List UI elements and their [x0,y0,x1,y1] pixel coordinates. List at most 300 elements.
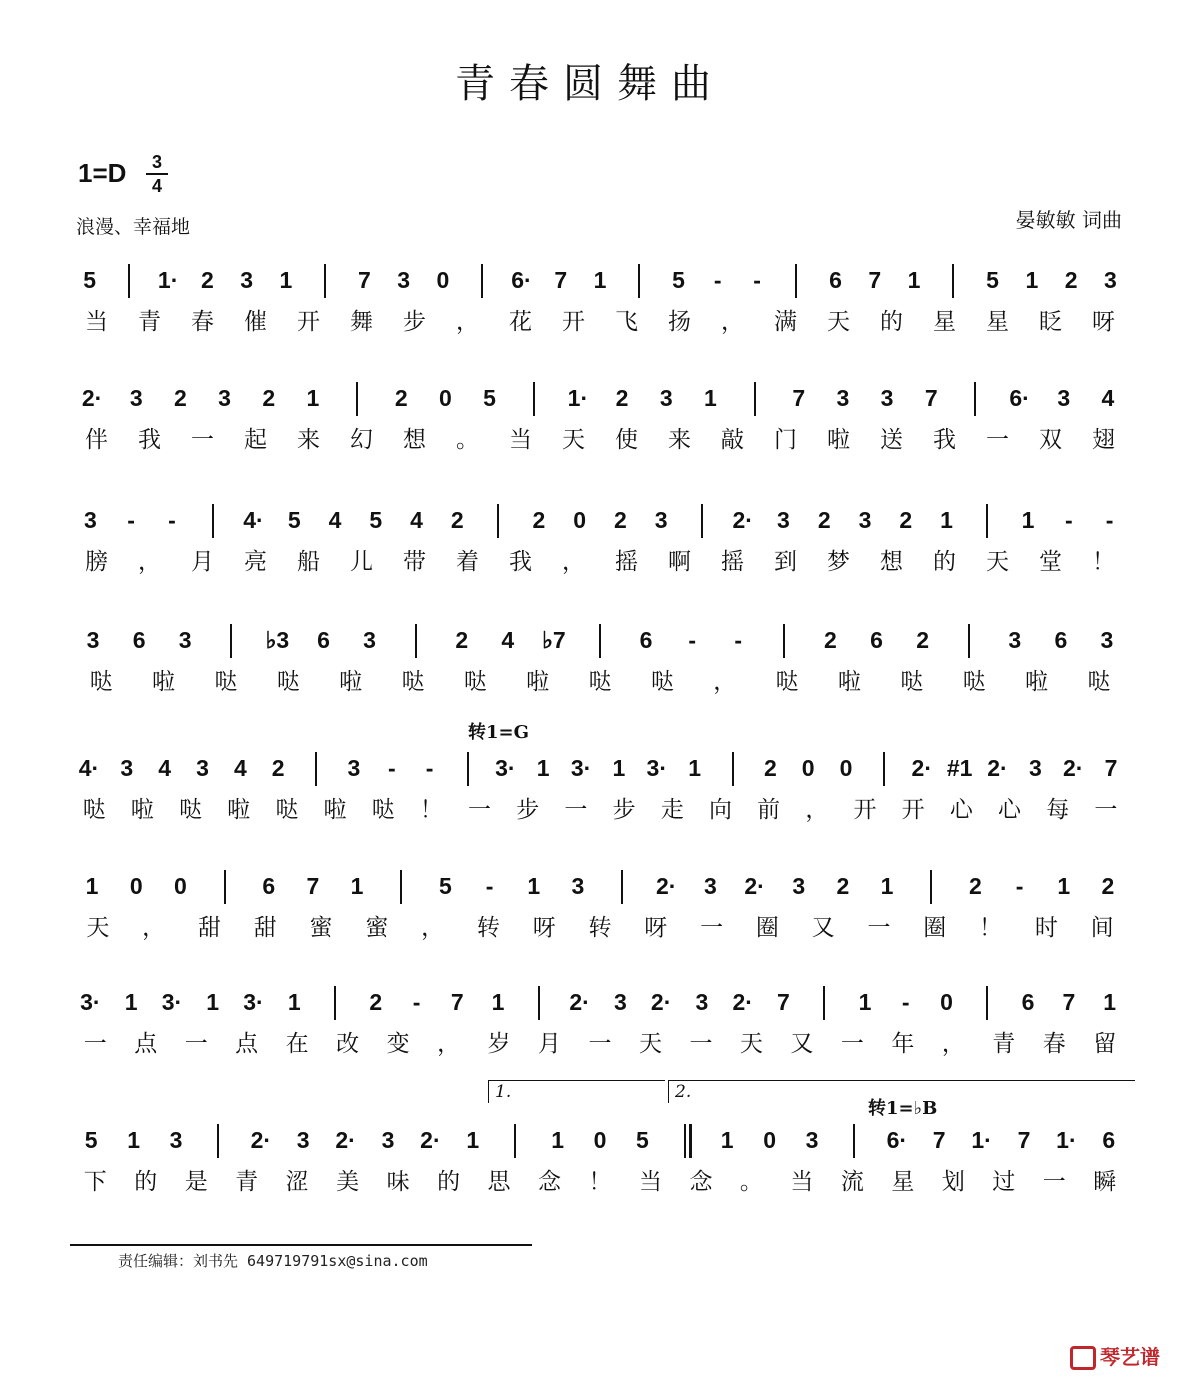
note: 2· [911,755,932,781]
lyric-char: 哒 [650,669,674,695]
note: 7 [1104,755,1118,781]
note: 0 [593,1127,607,1153]
barline [883,752,885,786]
composer-credit: 晏敏敏 词曲 [1015,208,1122,232]
note: 0 [439,385,452,411]
note: 2· [250,1127,272,1153]
lyric-char: 来 [297,427,320,453]
barline [701,504,703,538]
barline [754,382,756,416]
lyric-char: 的 [933,549,956,575]
score-row [0,746,1180,846]
note: - [412,989,421,1015]
note: - [734,627,743,653]
note: 7 [924,385,938,411]
note: 6 [317,627,330,653]
note: 1 [527,873,541,899]
lyric-char: 呀 [1092,309,1115,335]
barline [514,1124,516,1158]
lyric-char: 念 [538,1169,562,1195]
note: - [1015,873,1024,899]
note: 5 [986,267,999,293]
lyric-char: 划 [941,1169,965,1195]
lyric-char: 月 [538,1031,562,1057]
score-row [0,980,1180,1080]
barline [334,986,336,1020]
lyric-char: 一 [1042,1169,1066,1195]
lyric-char: 到 [774,549,797,575]
note: - [901,989,910,1015]
lyric-char: 春 [191,309,214,335]
barline [356,382,358,416]
volta-first: 1. [488,1080,665,1103]
note: 2· [335,1127,356,1153]
note: 2· [81,385,103,411]
lyric-char: 星 [986,309,1009,335]
note: 3 [858,507,872,533]
lyric-char: 青 [235,1169,259,1195]
note: 1 [85,873,99,899]
watermark-text: 琴艺谱 [1100,1344,1160,1369]
note: 6 [1054,627,1068,653]
lyric-char: 眨 [1039,309,1062,335]
time-signature-top: 3 [151,152,162,172]
note: 3 [704,873,717,899]
note: - [127,507,135,533]
lyric-char: 天 [827,309,850,335]
lyric-char: 堂 [1039,549,1062,575]
note: 5 [369,507,383,533]
note: 1 [1103,989,1116,1015]
note: 4 [501,627,515,653]
lyric-char: 啦 [130,797,154,823]
lyric-char: ！ [419,797,443,823]
lyric-char: 开 [562,309,585,335]
note: 3 [880,385,894,411]
note: 3 [363,627,376,653]
note: 1 [704,385,717,411]
note: 1· [157,267,179,293]
lyric-char: 年 [891,1031,915,1057]
lyric-char: 起 [244,427,267,453]
note: - [1065,507,1073,533]
note: 2 [1101,873,1115,899]
note: 2 [916,627,929,653]
note: 3 [196,755,209,781]
barline [230,624,232,658]
lyric-char: ， [138,549,161,575]
lyric-char: 青 [992,1031,1016,1057]
lyric-char: 翅 [1092,427,1115,453]
lyric-char: 每 [1046,797,1070,823]
lyric-char: 点 [134,1031,158,1057]
lyric-char: 哒 [214,669,238,695]
barline [732,752,734,786]
note: 3 [129,385,143,411]
note: 3 [240,267,254,293]
lyric-char: 一 [468,797,492,823]
note: 5 [439,873,452,899]
note: 3 [178,627,192,653]
lyric-char: 又 [811,915,835,941]
lyric-char: 哒 [588,669,612,695]
lyric-char: 步 [403,309,426,335]
note: 3 [792,873,806,899]
lyric-char: 流 [840,1169,864,1195]
score-row [0,498,1180,598]
note: 2 [824,627,837,653]
barline [467,752,469,786]
barline [538,986,540,1020]
lyric-char: 送 [880,427,903,453]
lyric-char: 星 [891,1169,915,1195]
note: 0 [436,267,450,293]
barline [930,870,932,904]
note: 4 [158,755,172,781]
note: 3· [161,989,183,1015]
note: 2· [656,873,677,899]
lyric-char: 一 [191,427,214,453]
lyric-char: 哒 [82,797,106,823]
note: 4 [328,507,342,533]
lyric-char: 呀 [644,915,668,941]
lyric-char: 来 [668,427,691,453]
score-row [0,1118,1180,1218]
lyric-char: 的 [134,1169,158,1195]
note: ♭3 [265,627,290,653]
note: 6· [511,267,532,293]
lyric-char: 涩 [285,1169,309,1195]
note: 5 [83,267,97,293]
lyric-char: 哒 [275,797,299,823]
lyric-char: 哒 [178,797,202,823]
note: 3 [1100,627,1114,653]
lyric-char: 哒 [962,669,986,695]
note: 2 [394,385,408,411]
note: 3 [836,385,850,411]
lyric-char: 使 [615,427,638,453]
lyric-char: 春 [1042,1031,1066,1057]
note: 2 [271,755,285,781]
note: 1· [567,385,589,411]
note: 3 [1028,755,1042,781]
note: 1 [551,1127,564,1153]
note: 1 [1025,267,1039,293]
lyric-char: 时 [1034,915,1058,941]
note: 2 [369,989,383,1015]
note: 2· [569,989,590,1015]
lyric-char: 走 [660,797,684,823]
note: 2 [969,873,982,899]
note: 1 [287,989,301,1015]
lyric-char: 星 [933,309,956,335]
note: 7 [1062,989,1076,1015]
lyric-char: 想 [880,549,903,575]
lyric-char: 我 [933,427,956,453]
lyric-char: 啊 [668,549,691,575]
note: 1 [536,755,550,781]
note: 2 [1064,267,1078,293]
note: 6 [870,627,883,653]
lyric-char: 转 [476,915,500,941]
lyric-char: 当 [638,1169,662,1195]
lyric-char: 开 [853,797,877,823]
lyric-char: 我 [138,427,161,453]
barline [986,986,988,1020]
lyric-char: 开 [297,309,320,335]
note: 1 [593,267,607,293]
lyric-char: 在 [285,1031,309,1057]
editor-credit: 责任编辑：刘书先 649719791sx@sina.com [118,1252,428,1270]
note: 3 [654,507,668,533]
lyric-char: 天 [986,549,1009,575]
note: 3 [397,267,411,293]
lyric-char: 啦 [1024,669,1048,695]
note: 1· [971,1127,992,1153]
note: 0 [129,873,143,899]
lyric-char: ， [456,309,479,335]
note: 6 [829,267,842,293]
lyric-char: ， [721,309,744,335]
lyric-char: 间 [1090,915,1114,941]
lyric-char: 一 [840,1031,864,1057]
note: 7 [358,267,371,293]
lyric-char: 亮 [244,549,267,575]
note: 3 [1103,267,1117,293]
lyric-char: 留 [1093,1031,1117,1057]
note: 3· [570,755,592,781]
note: 7 [554,267,568,293]
lyric-char: 一 [83,1031,107,1057]
barline [497,504,499,538]
note: 1 [306,385,320,411]
barline [952,264,954,298]
note: 6 [262,873,276,899]
note: 2 [836,873,850,899]
note: 0 [801,755,815,781]
lyric-char: 一 [700,915,724,941]
note: 7 [932,1127,946,1153]
note: ♭7 [542,627,566,653]
lyric-char: ， [941,1031,965,1057]
note: 3 [381,1127,395,1153]
lyric-char: ！ [588,1169,612,1195]
note: 7 [868,267,882,293]
lyric-char: 满 [774,309,797,335]
time-signature-bottom: 4 [151,176,162,196]
note: 2 [201,267,214,293]
lyric-char: 着 [456,549,479,575]
lyric-char: 天 [638,1031,662,1057]
barline [217,1124,219,1158]
note: 2· [732,507,753,533]
note: 6 [1102,1127,1116,1153]
lyric-char: 步 [516,797,540,823]
lyric-char: 哒 [276,669,300,695]
note: 1 [720,1127,734,1153]
lyric-char: 当 [85,309,108,335]
note: 0 [763,1127,776,1153]
note: 1 [880,873,894,899]
lyric-char: ， [562,549,585,575]
note: 2 [763,755,777,781]
lyric-char: 是 [184,1169,208,1195]
note: 2 [613,507,627,533]
note: - [1105,507,1114,533]
lyric-char: 儿 [350,549,373,575]
lyric-char: 哒 [371,797,395,823]
barline [224,870,226,904]
lyric-char: 伴 [85,427,108,453]
note: 3 [571,873,585,899]
note: 1 [491,989,505,1015]
note: 1 [124,989,138,1015]
lyric-char: 摇 [721,549,744,575]
lyric-char: 带 [403,549,426,575]
barline [481,264,483,298]
note: 3 [169,1127,183,1153]
lyric-char: 一 [588,1031,612,1057]
lyric-char: 蜜 [309,915,333,941]
lyric-char: 哒 [1087,669,1111,695]
note: 4· [78,755,100,781]
lyric-char: 月 [191,549,214,575]
lyric-char: 一 [564,797,588,823]
lyric-char: 甜 [253,915,277,941]
lyric-char: ！ [1092,549,1115,575]
barline [324,264,326,298]
lyric-char: 思 [487,1169,511,1195]
lyric-char: 哒 [463,669,487,695]
lyric-char: 一 [986,427,1009,453]
note: 3· [80,989,101,1015]
note: 6· [1009,385,1030,411]
lyric-char: 当 [509,427,532,453]
note: - [168,507,176,533]
note: 5 [84,1127,98,1153]
note: 6· [886,1127,908,1153]
note: 1 [350,873,364,899]
lyric-char: 圈 [923,915,947,941]
logo-icon [1070,1346,1096,1370]
note: 7 [450,989,464,1015]
note: 3 [1008,627,1022,653]
lyric-char: 哒 [900,669,924,695]
barline [853,1124,855,1158]
note: 1 [1021,507,1035,533]
note: 4 [410,507,423,533]
lyric-char: 啦 [227,797,251,823]
note: 1 [907,267,921,293]
barline [415,624,417,658]
lyric-char: 啦 [526,669,550,695]
lyric-char: ， [805,797,829,823]
lyric-char: 梦 [827,549,850,575]
note: 3 [1057,385,1071,411]
lyric-char: 天 [739,1031,763,1057]
lyric-char: 一 [1094,797,1118,823]
note: 4· [243,507,264,533]
barline [795,264,797,298]
lyric-char: 前 [757,797,781,823]
lyric-char: 向 [708,797,732,823]
lyric-char: ， [713,669,737,695]
lyric-char: 啦 [339,669,363,695]
note: 5 [287,507,301,533]
note: 2 [899,507,913,533]
lyric-char: 啦 [323,797,347,823]
modulation-bflat: 转1=♭B [868,1098,938,1119]
lyric-char: 舞 [350,309,373,335]
lyric-char: 膀 [85,549,108,575]
note: 5 [635,1127,649,1153]
note: 7 [792,385,806,411]
lyric-char: 。 [739,1169,763,1195]
barline [533,382,535,416]
note: 6 [639,627,653,653]
repeat-barline-thick [689,1124,692,1158]
note: 2· [650,989,672,1015]
lyric-char: 啦 [837,669,861,695]
footer-rule [70,1244,532,1246]
note: 3 [805,1127,819,1153]
note: 1· [1056,1127,1077,1153]
song-title: 青春圆舞曲 [455,61,725,107]
note: 2· [420,1127,441,1153]
lyric-char: 幻 [350,427,373,453]
note: - [753,267,761,293]
note: 7 [306,873,320,899]
volta-second: 2. [668,1080,1135,1103]
lyric-char: 扬 [668,309,691,335]
lyric-char: 转 [588,915,612,941]
note: 5 [672,267,685,293]
lyric-char: 又 [790,1031,814,1057]
note: 5 [483,385,496,411]
note: 2 [455,627,469,653]
lyric-char: 美 [336,1169,360,1195]
score-row [0,258,1180,358]
lyric-char: 一 [867,915,891,941]
note: 3 [659,385,673,411]
score-row [0,376,1180,476]
lyric-char: 心 [949,797,973,823]
note: 3 [695,989,709,1015]
lyric-char: 青 [138,309,161,335]
note: 7 [777,989,790,1015]
lyric-char: 甜 [197,915,221,941]
lyric-char: 哒 [401,669,425,695]
lyric-char: 天 [562,427,585,453]
note: 3 [613,989,627,1015]
lyric-char: 摇 [615,549,638,575]
lyric-char: 双 [1039,427,1062,453]
barline [599,624,601,658]
note: - [425,755,434,781]
lyric-char: 啦 [152,669,176,695]
lyric-char: 瞬 [1093,1169,1117,1195]
lyric-char: 哒 [89,669,113,695]
key-signature: 1=D [78,158,127,188]
note: - [485,873,494,899]
repeat-barline [684,1124,686,1158]
lyric-char: 改 [336,1031,360,1057]
lyric-char: 的 [880,309,903,335]
note: 1 [1057,873,1071,899]
note: 3· [495,755,516,781]
lyric-char: 岁 [487,1031,511,1057]
lyric-char: ！ [979,915,1003,941]
